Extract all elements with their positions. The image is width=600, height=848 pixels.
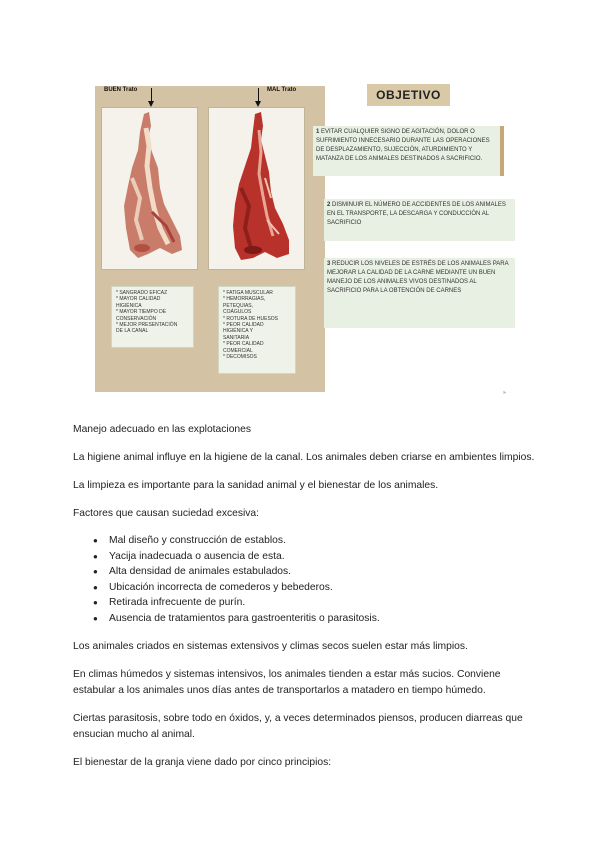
- bad-attribute-line: * PEOR CALIDAD: [223, 322, 264, 329]
- good-attribute-line: CONSERVACIÓN: [116, 315, 157, 322]
- list-item: ● Ubicación incorrecta de comederos y bebederos.: [93, 580, 380, 596]
- good-attribute-line: * MAYOR CALIDAD: [116, 296, 161, 303]
- good-attribute-line: DE LA CANAL: [116, 328, 149, 335]
- bad-attribute-line: HIGIÉNICA Y: [223, 328, 253, 335]
- bad-carcass-photo: [208, 107, 305, 270]
- paragraph-parasitosis-1: Ciertas parasitosis, sobre todo en óxidos, y, a veces determinados piensos, producen diarreas que: [73, 713, 523, 724]
- paragraph-humid-climates-2: estabular a los animales unos días antes de transportarlos a matadero en tiempo húmedo.: [73, 685, 486, 696]
- paragraph-humid-climates-1: En climas húmedos y sistemas intensivos, los animales tienden a estar más sucios. Conviene: [73, 669, 501, 680]
- list-item: ● Ausencia de tratamientos para gastroenteritis o parasitosis.: [93, 611, 380, 627]
- list-item: ● Retirada infrecuente de purín.: [93, 595, 380, 611]
- bad-attribute-line: SANITARIA: [223, 334, 250, 341]
- good-treatment-label: BUEN Trato: [104, 87, 138, 93]
- goal-3-number: 3: [327, 261, 331, 267]
- factors-list: [93, 533, 380, 627]
- paragraph-principles: El bienestar de la granja viene dado por cinco principios:: [73, 757, 332, 768]
- bad-attribute-line: * HEMORRAGIAS,: [223, 296, 266, 303]
- goal-3-text: REDUCIR LOS NIVELES DE ESTRÉS DE LOS ANIMALES PARA MEJORAR LA CALIDAD DE LA CARNE MEDIANTE UN BUEN MANEJO DE LOS ANIMALES VIVOS DESTINADOS AL SACRIFICIO PARA LA OBTENCIÓN DE CARNES: [327, 261, 509, 294]
- good-carcass-photo: [101, 107, 198, 270]
- paragraph-cleanliness: La limpieza es importante para la sanidad animal y el bienestar de los animales.: [73, 480, 439, 491]
- goal-1-text: EVITAR CUALQUIER SIGNO DE AGITACIÓN, DOLOR O SUFRIMIENTO INNECESARIO DURANTE LAS OPERACIONES DE DESPLAZAMIENTO, SUJECCIÓN, ATURDIMIENTO Y MATANZA DE LOS ANIMALES DESTINADOS A SACRIFICIO.: [316, 129, 490, 162]
- corner-mark: »: [503, 390, 506, 396]
- goal-1-box: [313, 126, 500, 176]
- goal-1: [313, 126, 504, 176]
- good-attribute-line: * SANGRADO EFICAZ: [116, 290, 168, 296]
- carcass-comparison-figure: [95, 86, 325, 392]
- list-item: ● Mal diseño y construcción de establos.: [93, 533, 380, 549]
- good-arrow: [151, 88, 152, 102]
- goal-2-number: 2: [327, 202, 331, 208]
- bad-arrow: [258, 88, 259, 102]
- paragraph-factors-intro: Factores que causan suciedad excesiva:: [73, 508, 260, 519]
- good-attribute-line: * MAYOR TIEMPO DE: [116, 309, 167, 316]
- list-item: ● Yacija inadecuada o ausencia de esta.: [93, 549, 380, 565]
- goal-1-number: 1: [316, 129, 320, 135]
- good-carcass-image: [102, 108, 197, 269]
- good-attribute-line: * MEJOR PRESENTACIÓN: [116, 322, 178, 329]
- bad-attribute-line: COMERCIAL: [223, 347, 253, 354]
- goal-3: [324, 258, 515, 328]
- paragraph-hygiene: La higiene animal influye en la higiene de la canal. Los animales deben criarse en ambientes limpios.: [73, 452, 535, 463]
- bad-attribute-line: * DECOMISOS: [223, 354, 257, 361]
- bad-attribute-line: * FATIGA MUSCULAR: [223, 290, 273, 296]
- objetivo-title: OBJETIVO: [367, 84, 450, 106]
- paragraph-parasitosis-2: ensucian mucho al animal.: [73, 729, 195, 740]
- bad-carcass-image: [209, 108, 304, 269]
- goal-2-text: DISMINUIR EL NÚMERO DE ACCIDENTES DE LOS ANIMALES EN EL TRANSPORTE, LA DESCARGA Y CONDUCCIÓN AL SACRIFICIO: [327, 202, 506, 226]
- good-attribute-line: HIGIÉNICA: [116, 302, 142, 309]
- bad-attribute-line: * PEOR CALIDAD: [223, 341, 264, 348]
- goal-1-accent: [500, 126, 504, 176]
- bad-attribute-line: COÁGULOS: [223, 309, 252, 316]
- goal-2: [324, 199, 515, 241]
- bad-treatment-label: MAL Trato: [267, 87, 297, 93]
- bad-attribute-line: PETEQUIAS,: [223, 302, 254, 309]
- bad-attributes-box: [218, 286, 296, 374]
- section-heading: Manejo adecuado en las explotaciones: [73, 424, 252, 435]
- good-attributes-box: [111, 286, 194, 348]
- paragraph-extensive-systems: Los animales criados en sistemas extensivos y climas secos suelen estar más limpios.: [73, 641, 468, 652]
- bad-attribute-line: * ROTURA DE HUESOS: [223, 315, 279, 322]
- list-item: ● Alta densidad de animales estabulados.: [93, 564, 380, 580]
